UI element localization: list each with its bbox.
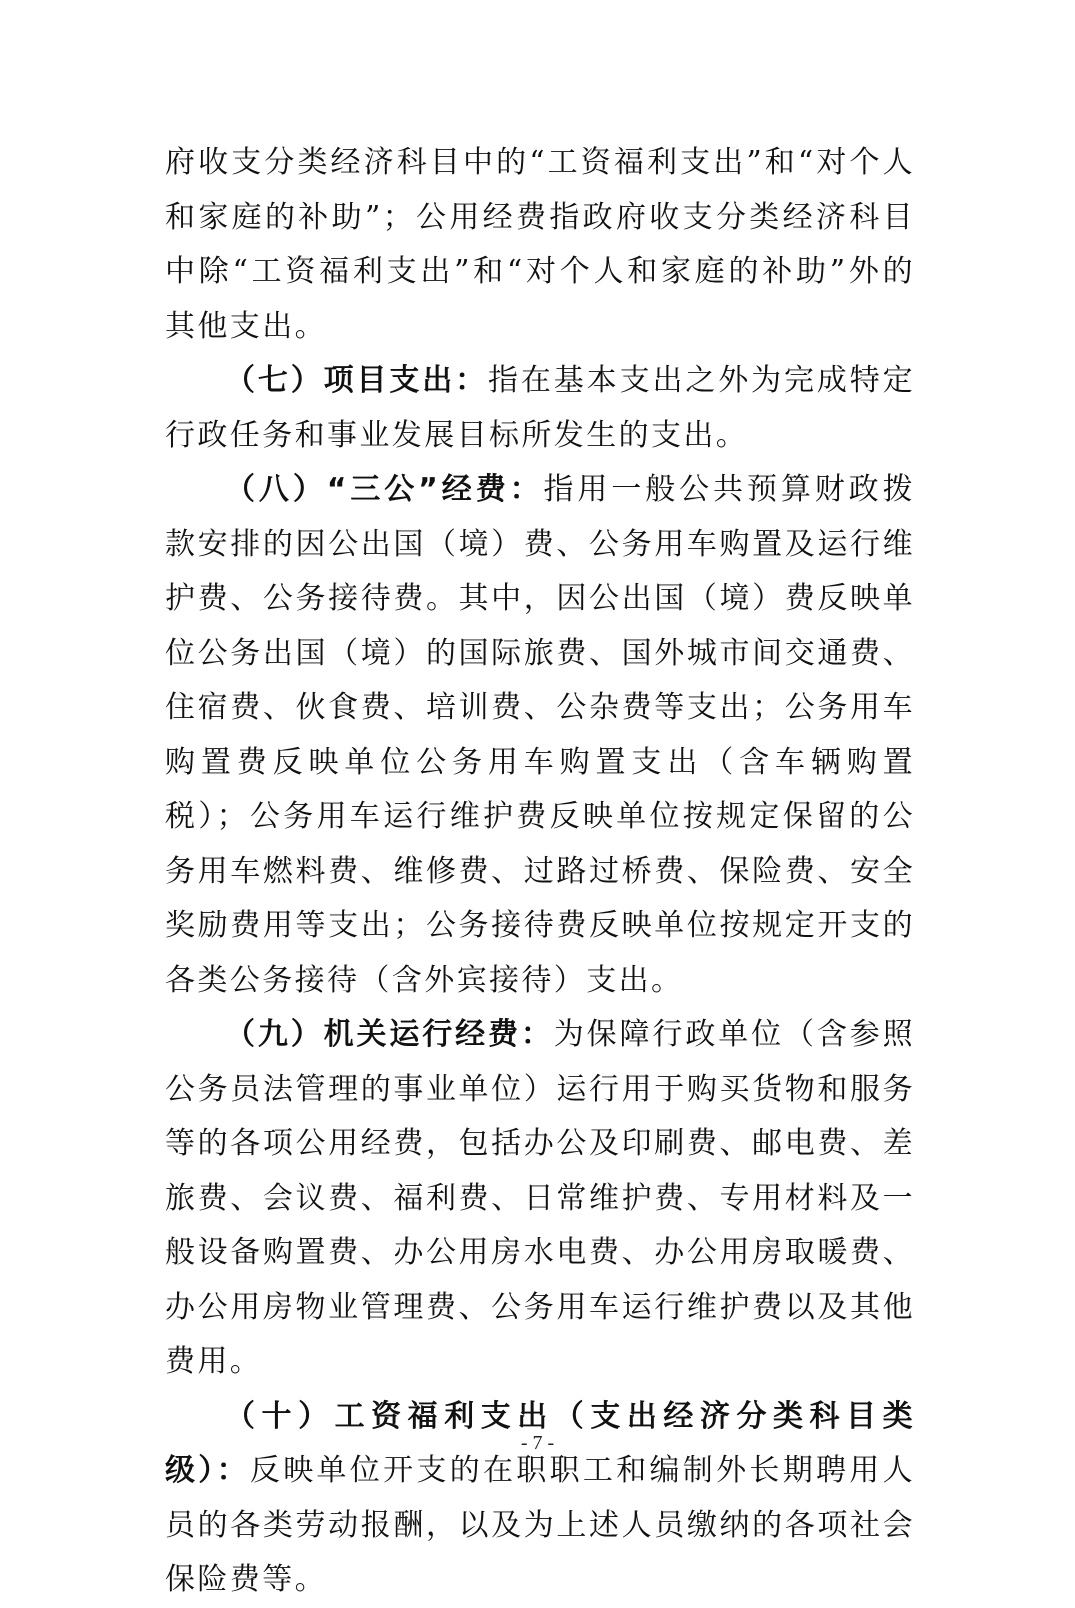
page-number: - 7 -: [520, 1432, 555, 1454]
paragraph-text: 指在基本支出之外为完成特定行政任务和事业发展目标所发生的支出。: [165, 363, 916, 453]
paragraph-project-expenditure: [165, 354, 915, 463]
body-text: [165, 136, 915, 1608]
paragraph-heading: （九）机关运行经费：: [225, 1017, 554, 1052]
paragraph-text: 府收支分类经济科目中的“工资福利支出”和“对个人和家庭的补助”；公用经费指政府收支分类经济科目中除“工资福利支出”和“对个人和家庭的补助”外的其他支出。: [165, 145, 915, 344]
paragraph-agency-operating-funds: [165, 1008, 915, 1390]
paragraph-heading: （八）“三公”经费：: [225, 472, 544, 507]
paragraph-heading: （七）项目支出：: [225, 363, 489, 398]
paragraph-three-public-expenses: [165, 463, 915, 1008]
paragraph-heading: （十）工资福利支出（支出经济分类科目类级）：: [165, 1398, 915, 1488]
paragraph-wage-welfare-expenditure: [165, 1390, 915, 1608]
paragraph-continuation: [165, 136, 915, 354]
paragraph-text: 为保障行政单位（含参照公务员法管理的事业单位）运行用于购买货物和服务等的各项公用经费，包括办公及印刷费、邮电费、差旅费、会议费、福利费、日常维护费、专用材料及一般设备购置费、办公用房水电费、办公用房取暖费、办公用房物业管理费、公务用车运行维护费以及其他费用。: [165, 1017, 915, 1379]
paragraph-text: 反映单位开支的在职职工和编制外长期聘用人员的各类劳动报酬，以及为上述人员缴纳的各项社会保险费等。: [165, 1453, 916, 1597]
paragraph-text: 指用一般公共预算财政拨款安排的因公出国（境）费、公务用车购置及运行维护费、公务接待费。其中，因公出国（境）费反映单位公务出国（境）的国际旅费、国外城市间交通费、住宿费、伙食费、培训费、公杂费等支出；公务用车购置费反映单位公务用车购置支出（含车辆购置税）；公务用车运行维护费反映单位按规定保留的公务用车燃料费、维修费、过路过桥费、保险费、安全奖励费用等支出；公务接待费反映单位按规定开支的各类公务接待（含外宾接待）支出。: [165, 472, 915, 998]
